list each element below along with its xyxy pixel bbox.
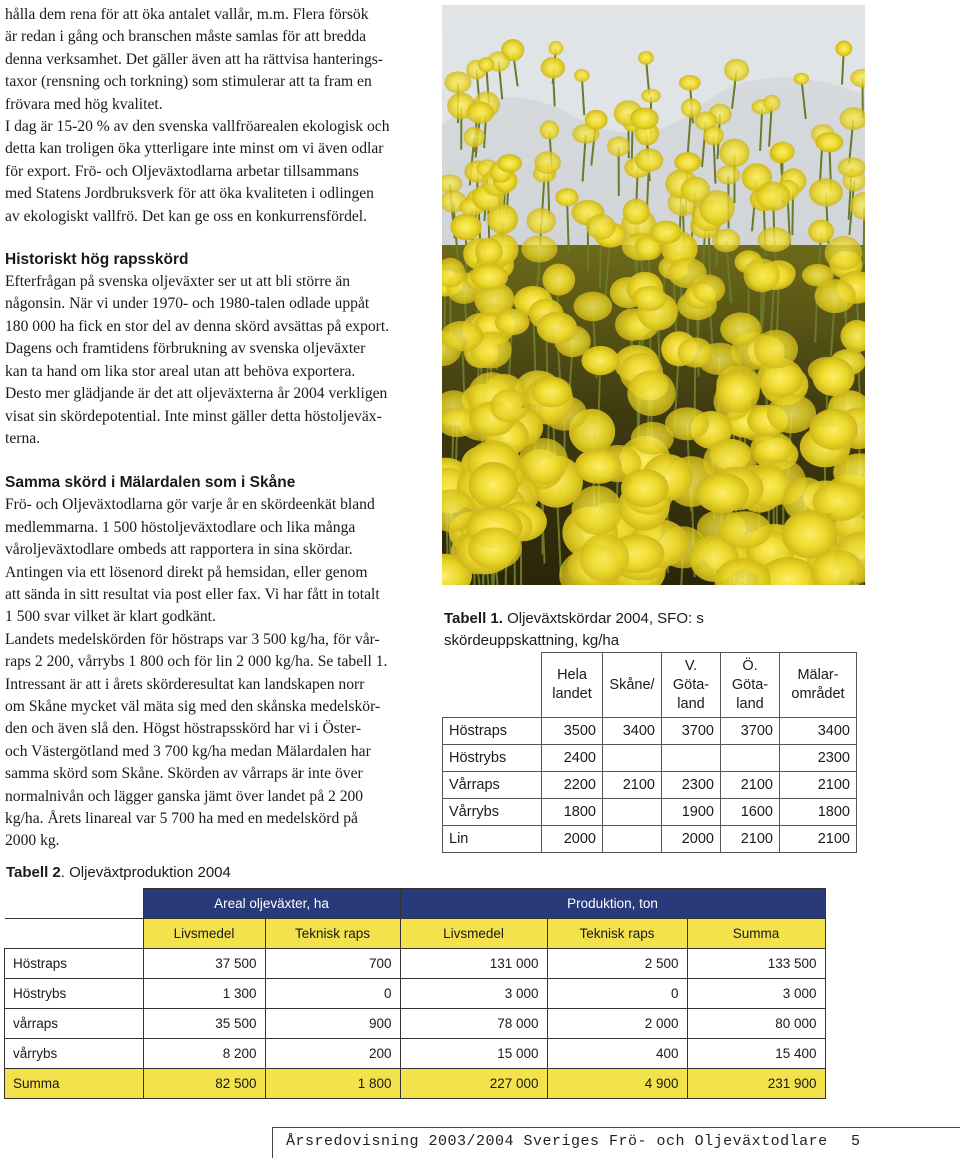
table-row	[5, 1039, 826, 1069]
intro-paragraph	[5, 4, 423, 116]
blossom	[495, 309, 530, 336]
blossom	[814, 279, 855, 313]
blossom	[703, 126, 724, 146]
blossom	[497, 154, 522, 172]
table1-col-hela-landet: Hela landet	[542, 653, 603, 718]
table-cell: 2300	[780, 745, 857, 772]
table2-col-teknisk-raps-areal: Teknisk raps	[265, 919, 400, 949]
table-cell: 231 900	[687, 1069, 825, 1099]
table-cell: 78 000	[400, 1009, 547, 1039]
table2-col-summa: Summa	[687, 919, 825, 949]
text-line: medlemmarna. 1 500 höstoljeväxtodlare och lika många	[5, 517, 423, 539]
table-row	[443, 718, 857, 745]
blossom	[750, 432, 793, 463]
row-label: Höstraps	[5, 949, 144, 979]
text-line: detta kan troligen öka ytterligare inte minst om vi även odlar	[5, 138, 423, 160]
row-label: vårraps	[5, 1009, 144, 1039]
blossom	[756, 182, 791, 211]
blossom	[681, 98, 701, 117]
blossom	[580, 534, 629, 582]
table2-col-livsmedel-prod: Livsmedel	[400, 919, 547, 949]
table-cell: 15 400	[687, 1039, 825, 1069]
table2-col-livsmedel-areal: Livsmedel	[143, 919, 265, 949]
text-line: Intressant är att i årets skörderesultat kan landskapen norr	[5, 674, 423, 696]
table1-caption-text: Oljeväxtskördar 2004, SFO: s skördeuppskattning, kg/ha	[444, 610, 704, 649]
table1-col-malaromradet: Mälar- området	[780, 653, 857, 718]
blossom	[531, 377, 572, 408]
text-line: Antingen via ett lösenord direkt på hemsidan, eller genom	[5, 562, 423, 584]
row-label: Höstraps	[443, 718, 542, 745]
text-line: att sända in sitt resultat via post eller fax. Vi har fått in totalt	[5, 584, 423, 606]
text-line: I dag är 15-20 % av den svenska vallfröarealen ekologisk och	[5, 116, 423, 138]
row-label: Lin	[443, 826, 542, 853]
blossom	[607, 136, 630, 156]
blossom	[696, 473, 749, 513]
blossom	[635, 148, 663, 172]
row-label: Vårrybs	[443, 799, 542, 826]
rapeseed-field-photo	[442, 5, 865, 585]
text-line: Efterfrågan på svenska oljeväxter ser ut att bli större än	[5, 271, 423, 293]
table2-group-areal: Areal oljeväxter, ha	[143, 889, 400, 919]
page-footer	[272, 1127, 960, 1158]
blossom	[468, 527, 522, 569]
table-cell: 3700	[721, 718, 780, 745]
table-row	[5, 1009, 826, 1039]
blossom	[809, 409, 857, 450]
blossom	[469, 462, 519, 508]
blossom	[573, 292, 612, 322]
table-cell: 3400	[780, 718, 857, 745]
blossom	[521, 235, 557, 262]
text-line: med Statens Jordbruksverk för att öka kvaliteten i odlingen	[5, 183, 423, 205]
table-cell: 2400	[542, 745, 603, 772]
blossom	[716, 371, 760, 413]
table2-subheader-row	[5, 919, 826, 949]
blossom	[464, 127, 485, 148]
table-cell	[603, 826, 662, 853]
table1-col-v-gotaland: V. Göta- land	[662, 653, 721, 718]
text-line: samma skörd som Skåne. Skörden av vårraps är inte över	[5, 763, 423, 785]
section-body-historiskt	[5, 271, 423, 450]
table-cell: 3400	[603, 718, 662, 745]
organic-paragraph	[5, 116, 423, 228]
section-heading-samma-skord: Samma skörd i Mälardalen som i Skåne	[5, 472, 423, 494]
blossom	[720, 312, 761, 345]
table-cell	[721, 745, 780, 772]
text-line: normalnivån och lägger ganska jämt över landet på 2 200	[5, 786, 423, 808]
blossom	[719, 139, 749, 168]
table-cell: 133 500	[687, 949, 825, 979]
table2-caption-text: . Oljeväxtproduktion 2004	[61, 864, 231, 881]
blossom	[794, 73, 809, 85]
table-row-summa	[5, 1069, 826, 1099]
blossom	[475, 238, 503, 265]
footer-title: Årsredovisning 2003/2004 Sveriges Frö- och Oljeväxtodlare	[286, 1133, 828, 1150]
text-line: den och även slå den. Högst höstrapsskörd har vi i Öster-	[5, 718, 423, 740]
blossom	[650, 221, 682, 244]
blossom	[444, 71, 471, 93]
table-row	[443, 826, 857, 853]
table-cell: 3 000	[687, 979, 825, 1009]
table-cell: 2 500	[547, 949, 687, 979]
blossom	[835, 41, 852, 57]
text-line: Landets medelskörden för höstraps var 3 500 kg/ha, för vår-	[5, 629, 423, 651]
text-line: terna.	[5, 428, 423, 450]
table-cell: 200	[265, 1039, 400, 1069]
table-cell	[662, 745, 721, 772]
blossom	[586, 214, 615, 240]
table2-col-teknisk-raps-prod: Teknisk raps	[547, 919, 687, 949]
text-line: 180 000 ha fick en stor del av denna skörd avsättas på export.	[5, 316, 423, 338]
table-cell	[603, 745, 662, 772]
table-row	[5, 949, 826, 979]
table-cell: 2100	[780, 772, 857, 799]
blossom	[627, 370, 675, 416]
text-line: om Skåne mycket väl mäta sig med den skånska medelskör-	[5, 696, 423, 718]
row-label: Höstrybs	[443, 745, 542, 772]
blossom	[555, 188, 578, 206]
blossom	[744, 258, 780, 292]
blossom	[574, 69, 590, 82]
blossom	[767, 394, 816, 433]
text-line: taxor (rensning och torkning) som stimulerar att ta fram en	[5, 71, 423, 93]
blossom	[478, 57, 494, 72]
blossom	[548, 41, 563, 55]
blossom	[537, 312, 577, 344]
page-number: 5	[851, 1133, 861, 1150]
blossom	[638, 51, 654, 65]
table-cell: 2000	[542, 826, 603, 853]
table-cell: 2 000	[547, 1009, 687, 1039]
table-cell: 1800	[542, 799, 603, 826]
table2-group-header-row	[5, 889, 826, 919]
blossom	[716, 165, 740, 184]
blossom	[838, 157, 865, 177]
blossom	[825, 236, 863, 270]
table-cell: 82 500	[143, 1069, 265, 1099]
text-line: Frö- och Oljeväxtodlarna gör varje år en skördeenkät bland	[5, 494, 423, 516]
text-line: är redan i gång och branschen måste samlas för att bredda	[5, 26, 423, 48]
table-cell: 1 800	[265, 1069, 400, 1099]
table-row	[5, 979, 826, 1009]
row-label: Summa	[5, 1069, 144, 1099]
table-cell: 2100	[780, 826, 857, 853]
blossom	[631, 422, 674, 455]
text-line: 2000 kg.	[5, 830, 423, 852]
table2-oljevaxtproduktion	[4, 888, 826, 1099]
text-line: denna verksamhet. Det gäller även att ha rättvisa hanterings-	[5, 49, 423, 71]
text-line: raps 2 200, vårrybs 1 800 och för lin 2 000 kg/ha. Se tabell 1.	[5, 651, 423, 673]
table-cell: 2000	[662, 826, 721, 853]
blossom	[630, 107, 659, 129]
table-cell: 2100	[603, 772, 662, 799]
blossom	[808, 220, 834, 244]
blossom	[668, 258, 707, 289]
table-cell: 2300	[662, 772, 721, 799]
blossom	[815, 132, 843, 152]
table-cell: 1 300	[143, 979, 265, 1009]
blossom	[540, 120, 559, 139]
table1-header-row	[443, 653, 857, 718]
text-line: kg/ha. Årets linareal var 5 700 ha med en medelskörd på	[5, 808, 423, 830]
table-cell: 1900	[662, 799, 721, 826]
table-cell: 227 000	[400, 1069, 547, 1099]
blossom	[812, 482, 865, 521]
table-cell: 4 900	[547, 1069, 687, 1099]
blossom	[467, 102, 494, 124]
text-line: kan ta hand om lika stor areal utan att behöva exportera.	[5, 361, 423, 383]
text-line: hålla dem rena för att öka antalet vallår, m.m. Flera försök	[5, 4, 423, 26]
blossom	[572, 486, 623, 535]
text-line: våroljeväxtodlare ombeds att rapportera in sina skördar.	[5, 539, 423, 561]
table-cell: 15 000	[400, 1039, 547, 1069]
table-cell: 2200	[542, 772, 603, 799]
row-label: Höstrybs	[5, 979, 144, 1009]
table-cell: 3500	[542, 718, 603, 745]
blossom	[679, 75, 701, 91]
blossom	[541, 57, 565, 79]
text-line: visat sin skördepotential. Inte minst gäller detta höstoljeväx-	[5, 406, 423, 428]
text-line: Desto mer glädjande är det att oljeväxterna år 2004 verkligen	[5, 383, 423, 405]
blossom	[585, 110, 608, 130]
text-line: Dagens och framtidens förbrukning av svenska oljeväxter	[5, 338, 423, 360]
table2-caption-label: Tabell 2	[6, 864, 61, 881]
blossom	[534, 151, 561, 174]
table-cell: 3 000	[400, 979, 547, 1009]
table-cell: 80 000	[687, 1009, 825, 1039]
row-label: Vårraps	[443, 772, 542, 799]
blossom	[621, 469, 668, 507]
table-cell: 1800	[780, 799, 857, 826]
table-cell: 37 500	[143, 949, 265, 979]
row-label: vårrybs	[5, 1039, 144, 1069]
section-heading-historiskt: Historiskt hög rapsskörd	[5, 249, 423, 271]
blossom	[809, 178, 843, 206]
table1-col-o-gotaland: Ö. Göta- land	[721, 653, 780, 718]
blossom	[681, 177, 710, 203]
table-cell	[603, 799, 662, 826]
blossom	[542, 264, 575, 296]
blossom	[490, 389, 528, 423]
table2-caption	[6, 862, 231, 884]
table1-col-skane: Skåne/	[603, 653, 662, 718]
rapeseed-photo-illustration	[442, 5, 865, 585]
table2-group-produktion: Produktion, ton	[400, 889, 825, 919]
table-row	[443, 772, 857, 799]
text-line: för export. Frö- och Oljeväxtodlarna arbetar tillsammans	[5, 161, 423, 183]
table1-oljevaxtskordar	[442, 652, 857, 853]
blossom	[575, 449, 622, 484]
table-cell: 400	[547, 1039, 687, 1069]
blossom	[527, 208, 556, 234]
text-line: 1 500 svar vilket är klart godkänt.	[5, 606, 423, 628]
blossom	[678, 337, 713, 367]
blossom	[718, 511, 771, 548]
blossom	[674, 152, 701, 172]
table-cell: 0	[547, 979, 687, 1009]
table-cell: 2100	[721, 772, 780, 799]
blossom	[754, 330, 798, 369]
table-row	[443, 799, 857, 826]
blossom	[641, 89, 661, 103]
table-cell: 700	[265, 949, 400, 979]
section-body-samma-skord	[5, 494, 423, 853]
blossom	[471, 263, 508, 290]
text-line: någonsin. När vi under 1970- och 1980-talen odlade uppåt	[5, 293, 423, 315]
blossom	[623, 199, 650, 225]
text-line: och Västergötland med 3 700 kg/ha medan Mälardalen har	[5, 741, 423, 763]
blossom	[632, 286, 667, 311]
blossom	[763, 95, 780, 112]
table-cell: 131 000	[400, 949, 547, 979]
table1-caption-label: Tabell 1.	[444, 610, 503, 627]
blossom	[442, 321, 483, 351]
table-cell: 8 200	[143, 1039, 265, 1069]
article-column	[5, 4, 423, 853]
table-cell: 2100	[721, 826, 780, 853]
blossom	[770, 142, 794, 162]
table-cell: 900	[265, 1009, 400, 1039]
blossom	[757, 227, 791, 252]
text-line: frövara med hög kvalitet.	[5, 94, 423, 116]
table-cell: 1600	[721, 799, 780, 826]
table-cell: 35 500	[143, 1009, 265, 1039]
table-row	[443, 745, 857, 772]
table1-caption	[444, 608, 774, 652]
blossom	[450, 214, 481, 241]
table-cell: 0	[265, 979, 400, 1009]
table-cell: 3700	[662, 718, 721, 745]
text-line: av ekologiskt vallfrö. Det kan ge oss en konkurrensfördel.	[5, 206, 423, 228]
blossom	[812, 357, 854, 396]
blossom	[724, 59, 749, 82]
